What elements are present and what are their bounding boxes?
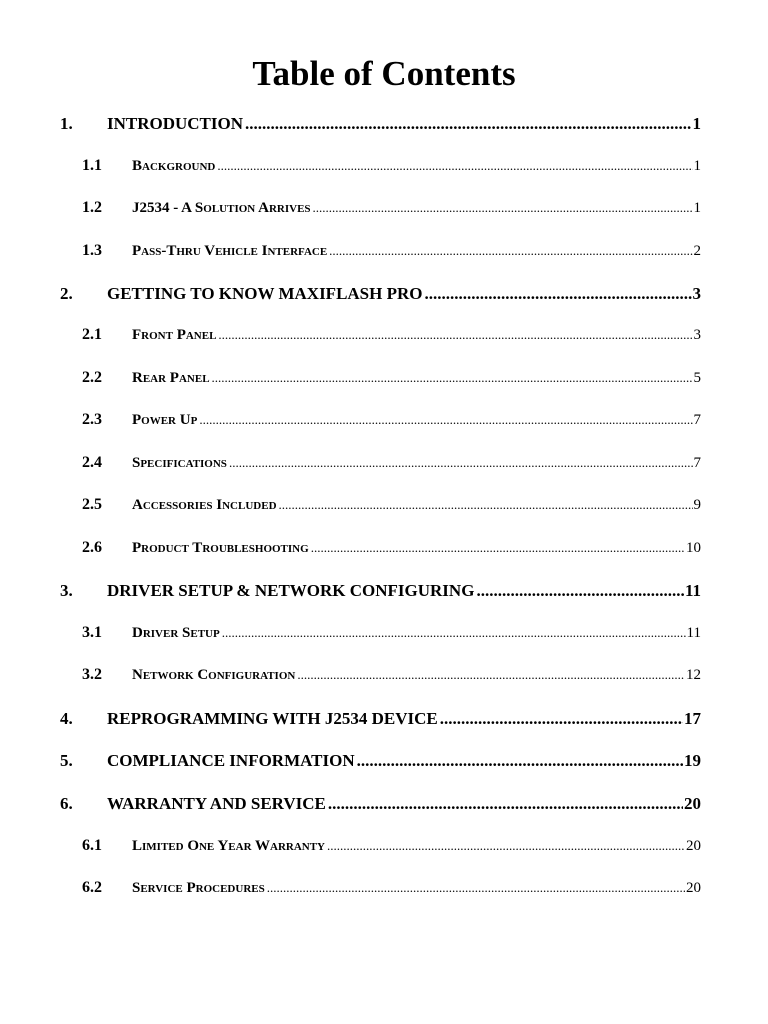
- toc-dot-leader: [218, 327, 692, 343]
- toc-entry-title: Specifications: [132, 455, 227, 471]
- toc-entry-title: Network Configuration: [132, 667, 296, 683]
- toc-entry-title: WARRANTY AND SERVICE: [107, 794, 326, 813]
- toc-entry-title: Rear Panel: [132, 370, 210, 386]
- toc-entry-number: 2.5: [82, 496, 102, 513]
- toc-entry-page: 11: [686, 625, 701, 641]
- toc-entry-number: 1.: [60, 114, 73, 133]
- toc-entry-number: 6.2: [82, 879, 102, 896]
- toc-entry-number: 1.3: [82, 242, 102, 259]
- toc-dot-leader: [311, 540, 685, 556]
- toc-dot-leader: [440, 709, 683, 729]
- toc-entry-title: Product Troubleshooting: [132, 540, 309, 556]
- toc-entry-page: 1: [693, 200, 701, 216]
- toc-entry-page: 20: [686, 880, 701, 896]
- toc-entry-title: Accessories Included: [132, 497, 277, 513]
- toc-entry-number: 6.1: [82, 837, 102, 854]
- toc-entry-page: 1: [693, 158, 701, 174]
- toc-dot-leader: [199, 412, 692, 428]
- toc-entry-background[interactable]: [60, 157, 701, 181]
- toc-entry-page: 3: [692, 284, 701, 303]
- toc-entry-title: GETTING TO KNOW MAXIFLASH PRO: [107, 284, 423, 303]
- toc-dot-leader: [476, 581, 684, 601]
- toc-entry-getting-to-know[interactable]: [60, 284, 701, 308]
- toc-entry-number: 6.: [60, 794, 73, 813]
- toc-entry-warranty-service[interactable]: [60, 794, 701, 818]
- toc-entry-title: Front Panel: [132, 327, 217, 343]
- toc-dot-leader: [327, 838, 685, 854]
- toc-entry-troubleshooting[interactable]: [60, 539, 701, 563]
- toc-entry-number: 5.: [60, 751, 73, 770]
- toc-dot-leader: [267, 880, 685, 896]
- toc-entry-page: 9: [693, 497, 701, 513]
- toc-entry-accessories[interactable]: [60, 496, 701, 520]
- toc-entry-introduction[interactable]: [60, 114, 701, 138]
- toc-entry-compliance[interactable]: [60, 751, 701, 775]
- toc-entry-specifications[interactable]: [60, 454, 701, 478]
- toc-entry-title: Pass-Thru Vehicle Interface: [132, 243, 328, 259]
- toc-entry-limited-warranty[interactable]: [60, 837, 701, 861]
- toc-entry-page: 3: [693, 327, 701, 343]
- toc-entry-page: 7: [693, 455, 701, 471]
- toc-entry-number: 4.: [60, 709, 73, 728]
- toc-entry-j2534-solution[interactable]: [60, 199, 701, 223]
- toc-entry-network-configuration[interactable]: [60, 666, 701, 690]
- toc-entry-driver-setup-network[interactable]: [60, 581, 701, 605]
- toc-dot-leader: [245, 114, 691, 134]
- toc-dot-leader: [222, 625, 686, 641]
- toc-entry-title: REPROGRAMMING WITH J2534 DEVICE: [107, 709, 438, 728]
- toc-entry-power-up[interactable]: [60, 411, 701, 435]
- toc-entry-number: 2.1: [82, 326, 102, 343]
- toc-dot-leader: [229, 455, 693, 471]
- toc-entry-title: Service Procedures: [132, 880, 265, 896]
- toc-entry-number: 3.1: [82, 624, 102, 641]
- toc-entry-page: 20: [686, 838, 701, 854]
- toc-entry-service-procedures[interactable]: [60, 879, 701, 903]
- toc-entry-number: 3.2: [82, 666, 102, 683]
- toc-entry-page: 5: [693, 370, 701, 386]
- toc-dot-leader: [425, 284, 692, 304]
- toc-entry-title: J2534 - A Solution Arrives: [132, 200, 311, 216]
- toc-entry-number: 2.4: [82, 454, 102, 471]
- toc-entry-page: 10: [686, 540, 701, 556]
- toc-entry-number: 2.6: [82, 539, 102, 556]
- toc-dot-leader: [329, 243, 692, 259]
- toc-entry-page: 12: [686, 667, 701, 683]
- toc-entry-reprogramming[interactable]: [60, 709, 701, 733]
- toc-entry-page: 7: [693, 412, 701, 428]
- toc-entry-page: 1: [692, 114, 701, 133]
- toc-entry-rear-panel[interactable]: [60, 369, 701, 393]
- toc-dot-leader: [279, 497, 693, 513]
- toc-entry-title: DRIVER SETUP & NETWORK CONFIGURING: [107, 581, 475, 600]
- toc-dot-leader: [328, 794, 683, 814]
- toc-entry-title: Background: [132, 158, 216, 174]
- toc-dot-leader: [212, 370, 693, 386]
- toc-entry-title: INTRODUCTION: [107, 114, 244, 133]
- toc-entry-page: 11: [684, 581, 701, 600]
- toc-dot-leader: [313, 200, 693, 216]
- toc-entry-page: 19: [684, 751, 701, 770]
- toc-entry-title: Power Up: [132, 412, 198, 428]
- toc-entry-page: 17: [684, 709, 701, 728]
- toc-entry-number: 2.2: [82, 369, 102, 386]
- toc-entry-title: COMPLIANCE INFORMATION: [107, 751, 355, 770]
- toc-entry-number: 1.2: [82, 199, 102, 216]
- toc-entry-number: 2.3: [82, 411, 102, 428]
- toc-dot-leader: [357, 751, 683, 771]
- toc-entry-page: 2: [693, 243, 701, 259]
- toc-entry-pass-thru-interface[interactable]: [60, 242, 701, 266]
- toc-entry-front-panel[interactable]: [60, 326, 701, 350]
- toc-dot-leader: [217, 158, 692, 174]
- toc-entry-number: 2.: [60, 284, 73, 303]
- toc-entry-page: 20: [684, 794, 701, 813]
- toc-entry-number: 1.1: [82, 157, 102, 174]
- toc-entry-title: Driver Setup: [132, 625, 220, 641]
- toc-dot-leader: [297, 667, 685, 683]
- toc-entry-title: Limited One Year Warranty: [132, 838, 325, 854]
- toc-entry-number: 3.: [60, 581, 73, 600]
- toc-entry-driver-setup[interactable]: [60, 624, 701, 648]
- page-title: Table of Contents: [252, 54, 516, 93]
